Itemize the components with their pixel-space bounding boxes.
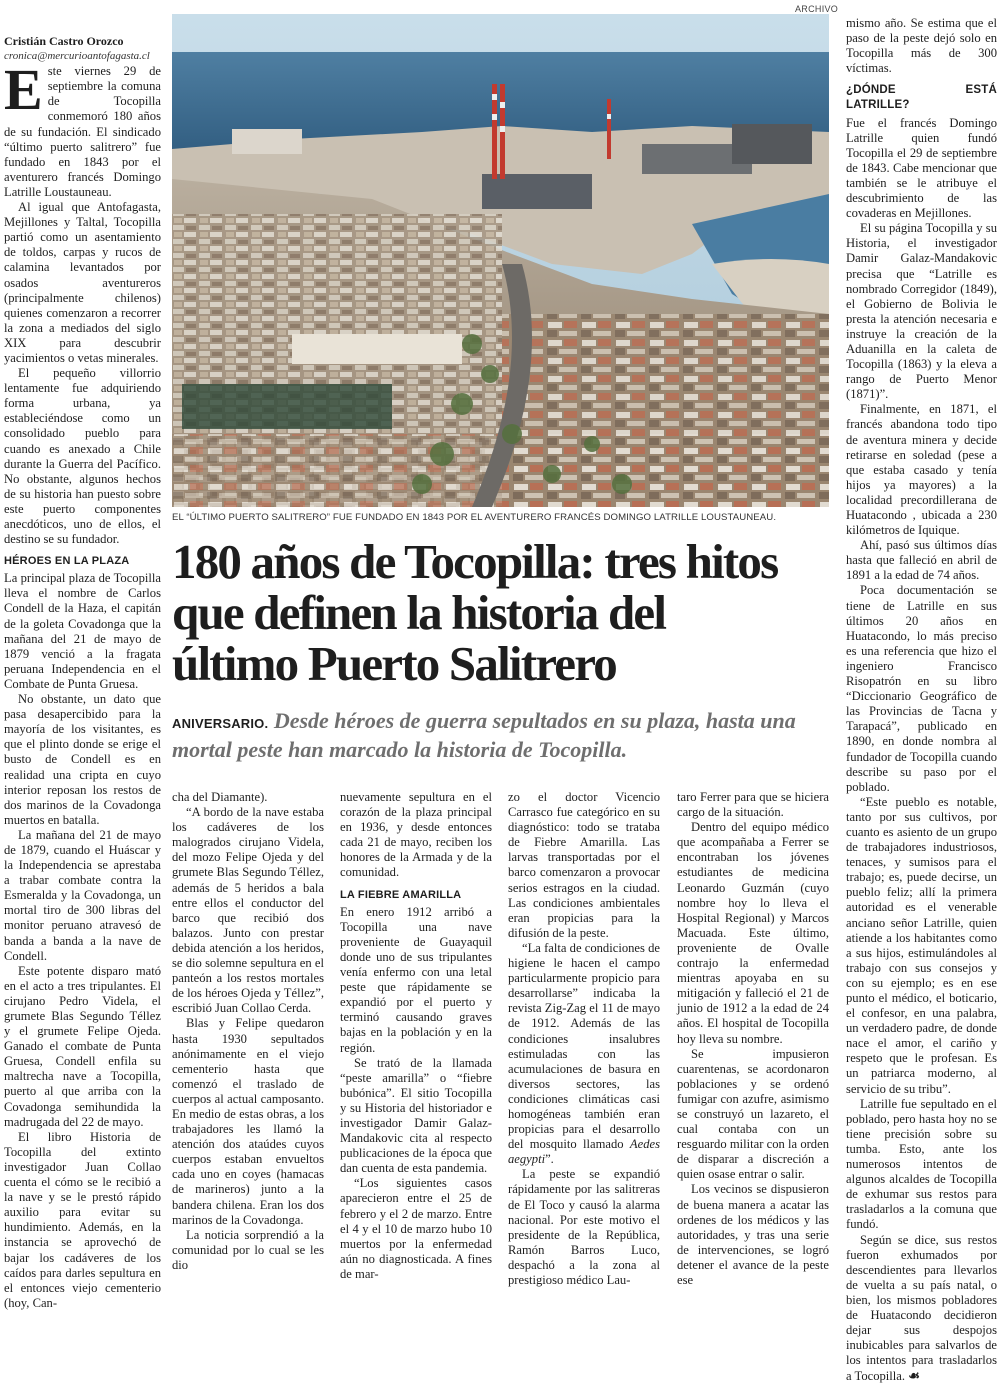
paragraph: zo el doctor Vicencio Carrasco fue categórico en su diagnóstico: todo se trataba de Fiebre Amarilla. Las larvas transportadas por el barco comenzaron a provocar serios estragos en la ciudad. Las condiciones ambientales eran propicias para la difusión de la peste. bbox=[508, 790, 660, 941]
paragraph: Se trató de la llamada “peste amarilla” o “fiebre bubónica”. El sitio Tocopilla y su Historia del historiador e investigador Damir Galaz-Mandakovic cita al respecto publicaciones de la época que dan cuenta de esta pandemia. bbox=[340, 1056, 492, 1177]
paragraph: nuevamente sepultura en el corazón de la plaza principal en 1936, y desde entonces cada 21 de mayo, reciben los honores de la Armada y de la comunidad. bbox=[340, 790, 492, 881]
paragraph: Fue el francés Domingo Latrille quien fundó Tocopilla el 29 de septiembre de 1843. Cabe mencionar que también se le atribuye el descubrimiento de las covaderas en Mejillones. bbox=[846, 116, 997, 222]
subheading-fever: LA FIEBRE AMARILLA bbox=[340, 888, 492, 903]
column-2 bbox=[172, 790, 324, 1273]
city-photo bbox=[172, 14, 829, 507]
lead-paragraph bbox=[4, 64, 161, 200]
lead-text: ste viernes 29 de septiembre la comuna de Tocopilla conmemoró 180 años de su fundación. El sindicado “último puerto salitrero” fue fundado en 1843 por el aventurero francés Domingo Latrille Loustauneau. bbox=[4, 64, 161, 199]
kicker-label: ANIVERSARIO. bbox=[172, 716, 268, 731]
paragraph: La principal plaza de Tocopilla lleva el nombre de Carlos Condell de la Haza, el capitán de la goleta Covadonga que la mañana del 21 de mayo de 1879 venció a la fragata peruana Independencia en el Combate de Punta Gruesa. bbox=[4, 571, 161, 692]
byline-author: Cristián Castro Orozco bbox=[4, 34, 161, 49]
column-6 bbox=[846, 16, 997, 1384]
paragraph: Los vecinos se dispusieron de buena manera a acatar las ordenes de los médicos y las autoridades, y tras una serie de intervenciones, se logró detener el avance de la peste ese bbox=[677, 1182, 829, 1288]
column-1 bbox=[4, 34, 161, 1311]
paragraph: La mañana del 21 de mayo de 1879, cuando el Huáscar y la Independencia se aprestaba a trabar combate contra la Esmeralda y la Covadonga, un mortal tiro de 300 libras del monitor peruano atravesó de banda a banda a la nave de Condell. bbox=[4, 828, 161, 964]
headline bbox=[172, 536, 832, 689]
paragraph: Al igual que Antofagasta, Mejillones y Taltal, Tocopilla partió como un asentamiento de toldos, carpas y rucos de calamina levantados por osados aventureros (principalmente chilenos) quienes comenzaron a recorrer la zona a mediados del siglo XIX para descubrir yacimientos o vetas minerales. bbox=[4, 200, 161, 366]
closing-text: Según se dice, sus restos fueron exhumados por descendientes para llevarlos de vuelta a su país natal, o bien, los mismos pobladores de Huatacondo decidieron dejar sus despojos inubicables para salvarlos de los intentos para trasladarlos a Tocopilla. bbox=[846, 1233, 997, 1384]
photo-credit: ARCHIVO bbox=[795, 4, 838, 14]
byline-email: cronica@mercurioantofagasta.cl bbox=[4, 49, 161, 64]
paragraph: cha del Diamante). bbox=[172, 790, 324, 805]
paragraph: El pequeño villorrio lentamente fue adquiriendo forma urbana, ya estableciéndose como un consolidado pueblo para cuando es anexado a Chile durante la Guerra del Pacífico. No obstante, algunos hechos de su historia han puesto sobre este puerto componentes anecdóticos, uno de ellos, el destino se su fundador. bbox=[4, 366, 161, 547]
end-mark-icon: ☙ bbox=[908, 1368, 920, 1383]
kicker bbox=[172, 708, 832, 763]
subheading-latrille: ¿DÓNDE ESTÁ LATRILLE? bbox=[846, 83, 997, 113]
paragraph bbox=[846, 1233, 997, 1384]
headline-line-3: último Puerto Salitrero bbox=[172, 638, 832, 689]
paragraph: Blas y Felipe quedaron hasta 1930 sepultados anónimamente en el viejo cementerio hasta que comenzó el traslado de cuerpos al actual camposanto. En medio de estas obras, a los trabajadores les llamó la atención dos ataúdes cuyos cuerpos estaban envueltos cada uno en coyes (hamacas de marineros) junto a la bandera chilena. Eran los dos marinos de la Covadonga. bbox=[172, 1016, 324, 1227]
paragraph: “Este pueblo es notable, tanto por sus cultivos, por cuanto es asiento de un grupo de trabajadores industriosos, tenaces, y sumisos para el trabajo; es, puede decirse, un pueblo feliz; allí la primera autoridad es el venerable anciano señor Latrille, quien atiende a los habitantes como a sus hijos, estimulándoles al trabajo con sus consejos y con su ejemplo; es en ese punto el médico, el boticario, el confesor, en una palabra, un verdadero padre, de donde nace el amor, el cariño y respeto que le profesan. Es un patriarca moderno, al servicio de su tribu”. bbox=[846, 795, 997, 1097]
deck: Desde héroes de guerra sepultados en su plaza, hasta una mortal peste han marcado la historia de Tocopilla. bbox=[172, 708, 796, 762]
species-name: Aedes aegypti bbox=[508, 1137, 660, 1166]
quote-end: ”. bbox=[545, 1152, 554, 1166]
column-5 bbox=[677, 790, 829, 1288]
paragraph: Este potente disparo mató en el acto a tres tripulantes. El cirujano Pedro Videla, el grumete Blas Segundo Téllez y el grumete Felipe Ojeda. Ganado el combate de Punta Gruesa, Condell enfila su maltrecha nave a Tocopilla, puerto al que arriba con la Covadonga semihundida la madrugada del 22 de mayo. bbox=[4, 964, 161, 1130]
drop-cap: E bbox=[4, 67, 43, 113]
paragraph bbox=[508, 941, 660, 1167]
paragraph: Se impusieron cuarentenas, se acordonaron poblaciones y se ordenó fumigar con azufre, asimismo se construyó un lazareto, el cual contaba con un resguardo militar con la orden de disparar a discreción a quien osase entrar o salir. bbox=[677, 1047, 829, 1183]
tocopilla-aerial-photo bbox=[172, 14, 829, 507]
paragraph: mismo año. Se estima que el paso de la peste dejó solo en Tocopilla más de 300 víctimas. bbox=[846, 16, 997, 76]
paragraph: Poca documentación se tiene de Latrille en sus últimos 20 años en Huatacondo, lo más preciso es una referencia que hizo el ingeniero Francisco Risopatrón en su libro “Diccionario Geográfico de las Provincias de Tacna y Tarapacá”, publicado en 1890, en donde nombra al fundador de Tocopilla cuando describe su paso por el poblado. bbox=[846, 583, 997, 794]
paragraph: El su página Tocopilla y su Historia, el investigador Damir Galaz-Mandakovic precisa que “Latrille es nombrado Corregidor (1849), el Gobierno de Bolivia le presta la atención necesaria e instruye la creación de la Aduanilla en la caleta de Tocopilla (1863) y la eleva a rango de Puerto Menor (1871)”. bbox=[846, 221, 997, 402]
paragraph: “A bordo de la nave estaba los cadáveres de los malogrados cirujano Videla, del mozo Felipe Ojeda y del grumete Blas Segundo Téllez, además de 5 heridos a bala entre ellos el conductor del barco que recibió dos balazos. Junto con prestar debida atención a los heridos, se dio solemne sepultura en el panteón a los restos mortales de los héroes Ojeda y Téllez”, escribió Juan Collao Cerda. bbox=[172, 805, 324, 1016]
subheading-heroes: HÉROES EN LA PLAZA bbox=[4, 554, 161, 569]
paragraph: “Los siguientes casos aparecieron entre el 25 de febrero y el 2 de marzo. Entre el 4 y el 10 de marzo hubo 10 muertos por la enfermedad aún no diagnosticada. A fines de mar- bbox=[340, 1176, 492, 1282]
photo-caption: EL “ÚLTIMO PUERTO SALITRERO” FUE FUNDADO EN 1843 POR EL AVENTURERO FRANCÉS DOMINGO LATRILLE LOUSTAUNEAU. bbox=[172, 512, 829, 523]
paragraph: Latrille fue sepultado en el poblado, pero hasta hoy no se tiene precisión sobre su tumba. Esto, ante los numerosos intentos de algunos alcaldes de Tocopilla de exhumar sus restos para trasladarlos a la comuna que fundó. bbox=[846, 1097, 997, 1233]
paragraph: La noticia sorprendió a la comunidad por lo cual se les dio bbox=[172, 1228, 324, 1273]
paragraph: taro Ferrer para que se hiciera cargo de la situación. bbox=[677, 790, 829, 820]
headline-line-2: que definen la historia del bbox=[172, 587, 832, 638]
paragraph: Dentro del equipo médico que acompañaba a Ferrer se encontraban los jóvenes estudiantes de medicina Leonardo Guzmán (cuyo nombre hoy lo lleva el Hospital Regional) y Marcos Macuada. Este último, proveniente de Ovalle contrajo la enfermedad mientras apoyaba en su mitigación y falleció el 21 de junio de 1912 a la edad de 24 años. El hospital de Tocopilla hoy lleva su nombre. bbox=[677, 820, 829, 1046]
paragraph: La peste se expandió rápidamente por las salitreras de El Toco y causó la alarma nacional. Por este motivo el presidente de la República, Ramón Barros Luco, despachó a la zona al prestigioso médico Lau- bbox=[508, 1167, 660, 1288]
paragraph: Finalmente, en 1871, el francés abandona todo tipo de aventura minera y decide retirarse en soledad (pese a que estaba casado y tenía hijos ya mayores) a la localidad precordillerana de Huatacondo , ubicada a 230 kilómetros de Iquique. bbox=[846, 402, 997, 538]
quote-text: “La falta de condiciones de higiene le hacen el campo particularmente propicio para desarrollarse” indicaba la revista Zig-Zag el 11 de mayo de 1912. Además de las condiciones insalubres estimuladas con las acumulaciones de basura en diversos sectores, las condiciones climáticas casi homogéneas también eran propicias para el desarrollo del mosquito llamado bbox=[508, 941, 660, 1151]
paragraph: Ahí, pasó sus últimos días hasta que falleció en abril de 1891 a la edad de 74 años. bbox=[846, 538, 997, 583]
paragraph: No obstante, un dato que pasa desapercibido para la mayoría de los visitantes, es que el plinto donde se erige el busto de Condell es en realidad una cripta en cuyo interior reposan los restos de dos marinos de la Covadonga muertos en batalla. bbox=[4, 692, 161, 828]
paragraph: El libro Historia de Tocopilla del extinto investigador Juan Collao cuenta el cómo se le recibió a la nave y se le prestó rápido auxilio para evitar su hundimiento. Además, en la instancia se aprovechó de bajar los cadáveres de los caídos para darles sepultura en el entonces viejo cementerio (hoy, Can- bbox=[4, 1130, 161, 1311]
column-3 bbox=[340, 790, 492, 1282]
column-4 bbox=[508, 790, 660, 1288]
paragraph: En enero 1912 arribó a Tocopilla una nave proveniente de Guayaquil donde uno de sus tripulantes venía enfermo con una letal peste que rápidamente se expandió por el puerto y terminó causando graves bajas en la población y en la región. bbox=[340, 905, 492, 1056]
headline-line-1: 180 años de Tocopilla: tres hitos bbox=[172, 536, 832, 587]
